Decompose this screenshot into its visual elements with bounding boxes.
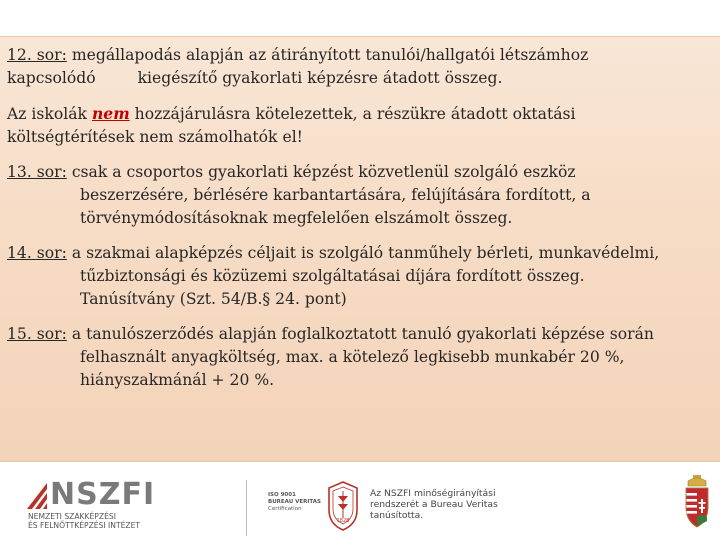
row-14-line1: a szakmai alapképzés céljait is szolgáló tanműhely bérleti, munkavédelmi,: [66, 244, 660, 262]
body-text: [7, 44, 713, 404]
iso-line1: ISO 9001: [268, 492, 296, 498]
note-emphasis: nem: [91, 104, 130, 123]
note-line2: költségtérítések nem számolhatók el!: [7, 128, 303, 146]
row-13-line2: beszerzésére, bérlésére karbantartására, felújítására fordított, a: [80, 186, 591, 204]
nszfi-subtitle-line2: ÉS FELNŐTTKÉPZÉSI INTÉZET: [28, 521, 141, 530]
row-13-line3: törvénymódosításoknak megfelelően elszámolt összeg.: [80, 209, 513, 227]
iso-line3: Certification: [268, 506, 302, 512]
hungarian-coat-of-arms-icon: [682, 473, 712, 529]
iso-line2: BUREAU VERITAS: [268, 499, 321, 505]
row-12-line2a: kapcsolódó: [7, 69, 96, 87]
row-label-15: 15. sor:: [7, 325, 67, 343]
nszfi-subtitle-line1: NEMZETI SZAKKÉPZÉSI: [28, 512, 116, 521]
certification-text: [370, 488, 498, 522]
paragraph-note: [7, 102, 713, 149]
nszfi-logo-text: NSZFI: [50, 477, 156, 512]
footer-divider: [246, 480, 247, 536]
row-12-line1: megállapodás alapján az átirányított tanulói/hallgatói létszámhoz: [66, 46, 589, 64]
iso-certification-label: [268, 492, 321, 513]
note-after: hozzájárulásra kötelezettek, a részükre átadott oktatási: [129, 105, 576, 123]
cert-line2: rendszerét a Bureau Veritas: [370, 499, 498, 511]
bureau-veritas-seal-icon: [326, 480, 360, 532]
cert-line3: tanúsította.: [370, 510, 424, 522]
note-before: Az iskolák: [7, 105, 92, 123]
row-label-12: 12. sor:: [7, 46, 67, 64]
nszfi-logo-mark-icon: [27, 483, 47, 509]
row-12-line2b: kiegészítő gyakorlati képzésre átadott összeg.: [137, 69, 503, 87]
row-15-line1: a tanulószerződés alapján foglalkoztatott tanuló gyakorlati képzése során: [66, 325, 654, 343]
footer: [0, 462, 720, 540]
nszfi-logo-subtitle: [28, 512, 140, 530]
paragraph-row-13: [7, 161, 713, 230]
paragraph-row-14: [7, 242, 713, 311]
paragraph-row-12: [7, 44, 713, 90]
row-14-line2: tűzbiztonsági és közüzemi szolgáltatásai díjára fordított összeg.: [80, 267, 585, 285]
seal-year: 1828: [336, 518, 350, 524]
cert-line1: Az NSZFI minőségirányítási: [370, 488, 496, 499]
row-15-line3: hiányszakmánál + 20 %.: [80, 371, 275, 389]
row-label-14: 14. sor:: [7, 244, 67, 262]
row-label-13: 13. sor:: [7, 163, 67, 181]
row-14-line3: Tanúsítvány (Szt. 54/B.§ 24. pont): [80, 290, 347, 308]
row-15-line2: felhasznált anyagköltség, max. a kötelező legkisebb munkabér 20 %,: [80, 348, 625, 366]
paragraph-row-15: [7, 323, 713, 392]
row-13-line1: csak a csoportos gyakorlati képzést közvetlenül szolgáló eszköz: [66, 163, 576, 181]
